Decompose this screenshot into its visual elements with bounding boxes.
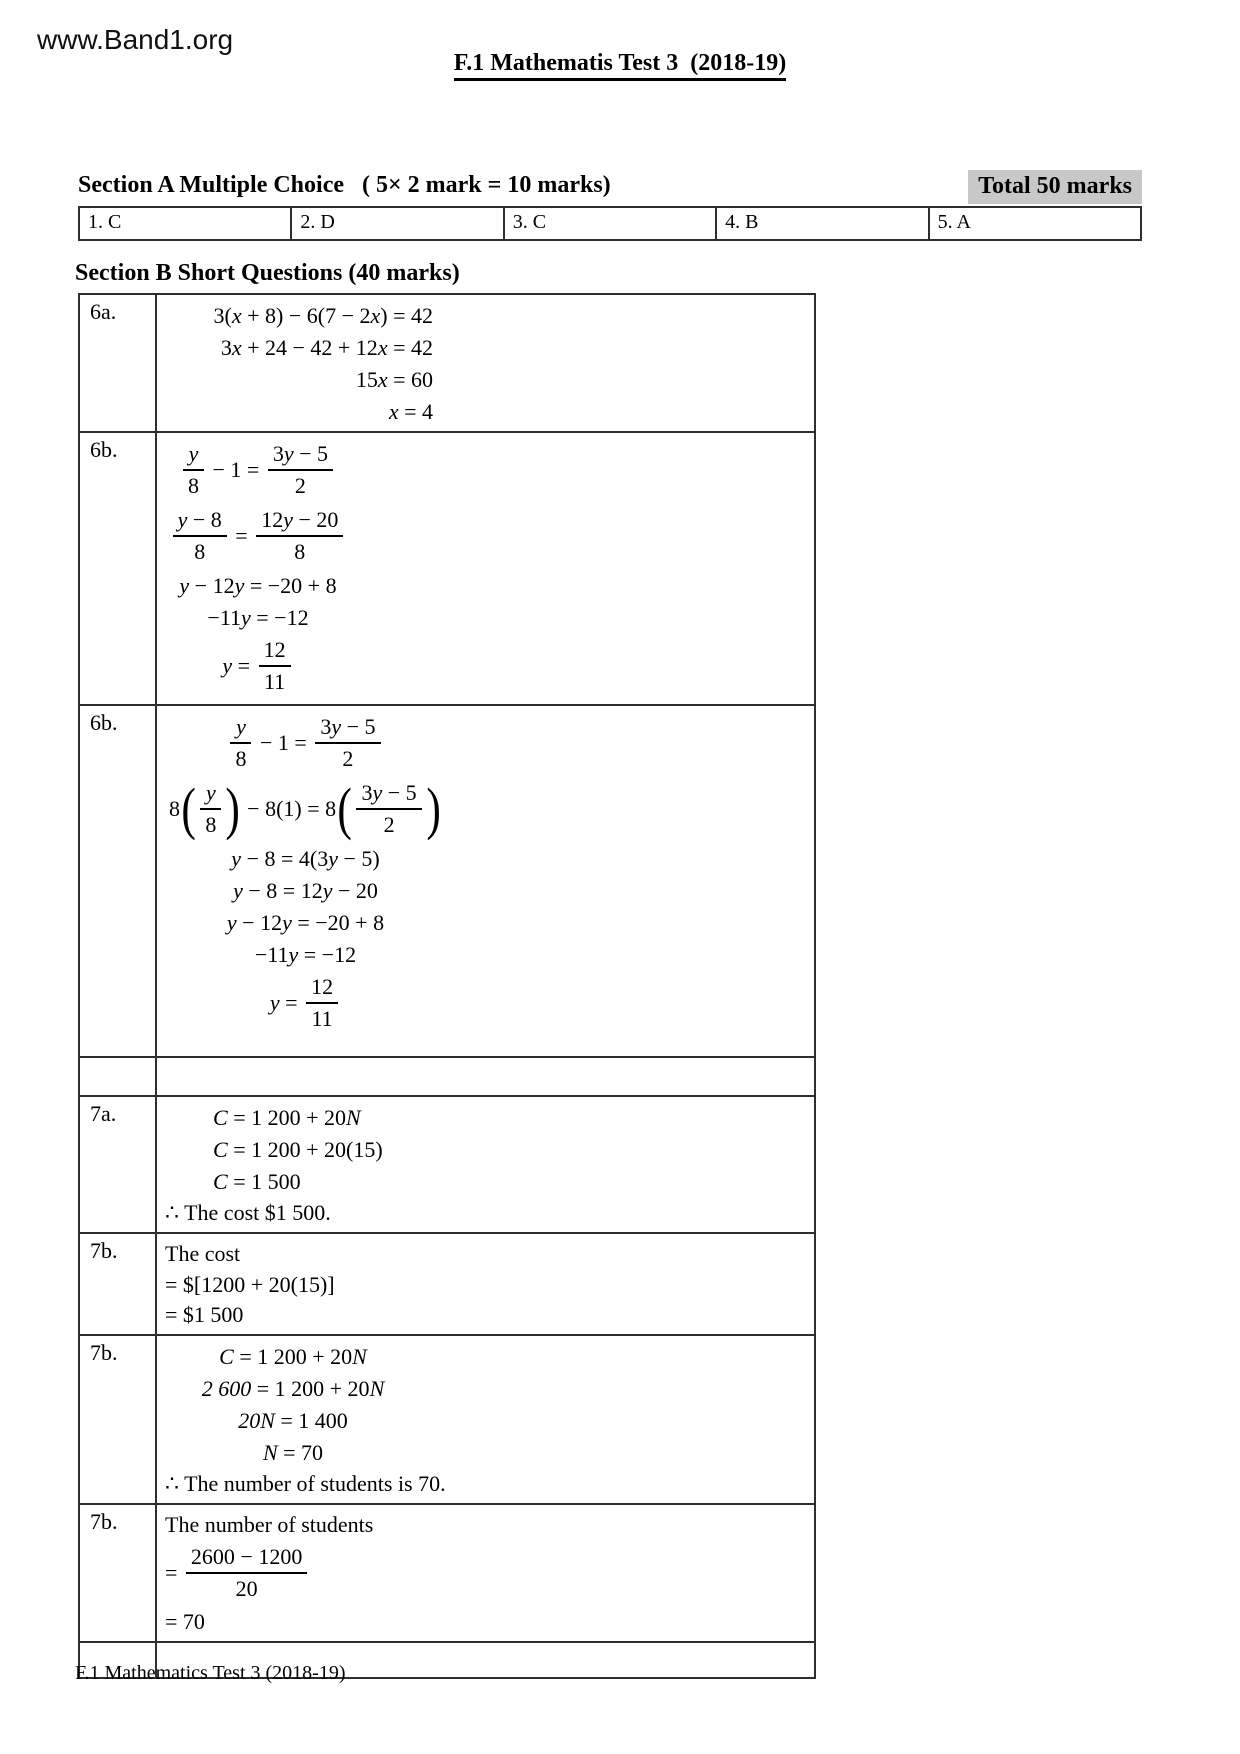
section-a-header [78,170,1142,204]
equation-line [163,776,448,842]
fraction-denominator: 11 [311,1005,333,1031]
math-text-italic: 2 600 [201,1376,252,1402]
equation-line [163,1436,423,1468]
question-label: 7b. [79,1335,156,1504]
question-label: 7b. [79,1233,156,1336]
math-text: − 1 = [206,456,265,482]
text-line [163,1197,808,1228]
equation-line [163,842,448,874]
table-row [79,1233,815,1336]
math-text-italic: 20N [238,1408,275,1434]
math-text: ∴ The number of students is 70. [165,1471,446,1497]
equation-line [163,503,353,569]
equation-line [163,1165,808,1197]
math-text: = [229,522,254,548]
text-line [163,1509,808,1540]
equation-line [163,970,448,1036]
answer-cell-3: 3. C [504,207,716,240]
section-a-heading: Section A Multiple Choice ( 5× 2 mark = 10 marks) [78,172,611,198]
fraction [256,506,343,566]
fraction-numerator: 12y − 20 [256,506,343,537]
working-cell [156,1335,815,1504]
question-label: 7b. [79,1504,156,1642]
title-row [0,50,1240,81]
fraction [230,713,251,773]
question-label: 6b. [79,705,156,1057]
math-text: = 1 400 [274,1408,348,1434]
math-text: C = 1 200 + 20N [219,1344,367,1370]
table-row [79,207,1141,240]
equation-line [163,874,448,906]
working-cell [156,1096,815,1233]
question-label: 6a. [79,294,156,432]
math-text: y = [222,652,256,678]
question-label: 7a. [79,1096,156,1233]
math-text: = [165,1560,183,1586]
fraction [356,779,421,839]
equation-line [163,363,433,395]
equation-line [163,710,448,776]
equation-line [163,633,353,699]
question-label [79,1057,156,1096]
math-text: −11y = −12 [254,941,357,967]
text-line [163,1238,808,1269]
text-line [163,1269,808,1300]
equation-line [163,1101,808,1133]
left-paren-icon: ( [337,775,353,841]
math-text: C = 1 200 + 20N [213,1104,361,1130]
math-text: 3(x + 8) − 6(7 − 2x) = 42 [213,302,433,328]
fraction [268,440,333,500]
math-text: −11y = −12 [207,604,309,630]
footer-text: F.1 Mathematics Test 3 (2018-19) [75,1662,346,1684]
fraction-denominator: 8 [187,472,199,498]
fraction-numerator: 12 [259,636,291,667]
working-cell [156,432,815,705]
equation-line [163,569,353,601]
answer-cell-4: 4. B [716,207,928,240]
math-text: 3x + 24 − 42 + 12x = 42 [220,334,433,360]
fraction-denominator: 11 [264,668,286,694]
fraction [200,779,221,839]
math-text: = 70 [165,1609,205,1635]
fraction-numerator: 3y − 5 [268,440,333,471]
math-text: = $[1200 + 20(15)] [165,1271,335,1297]
text-line [163,1606,808,1637]
left-paren-icon: ( [181,775,196,841]
question-label: 6b. [79,432,156,705]
working-cell [156,705,815,1057]
fraction-numerator: 3y − 5 [356,779,421,810]
answer-cell-5: 5. A [929,207,1141,240]
fraction [186,1543,307,1603]
fraction-denominator: 2 [294,472,306,498]
math-text: y − 8 = 12y − 20 [233,877,378,903]
section-b-tbody [79,294,815,1678]
table-row [79,1057,815,1096]
math-text: y − 12y = −20 + 8 [179,572,337,598]
working-cell [156,294,815,432]
answer-cell-1: 1. C [79,207,291,240]
equation-line [163,331,433,363]
math-text: The number of students [165,1512,374,1538]
math-text: 15x = 60 [355,366,433,392]
math-text: 8 [169,795,181,821]
fraction [183,440,204,500]
fraction [306,973,338,1033]
right-paren-icon: ) [426,775,441,841]
fraction-numerator: y [200,779,221,810]
fraction-denominator: 2 [383,811,395,837]
section-b-working-table [78,293,816,1679]
equation-line [163,299,433,331]
math-text: x = 4 [388,398,433,424]
working-cell [156,1233,815,1336]
math-text: The cost [165,1240,241,1266]
equation-line [163,1340,423,1372]
equation-line [163,938,448,970]
math-text: ∴ The cost $1 500. [165,1199,331,1225]
section-b-heading: Section B Short Questions (40 marks) [75,260,460,286]
math-text: = $1 500 [165,1302,244,1328]
table-row [79,1335,815,1504]
table-row [79,705,815,1057]
fraction-denominator: 2 [342,745,354,771]
math-text: N = 70 [262,1440,324,1466]
table-row [79,294,815,432]
fraction-denominator: 20 [235,1576,258,1602]
right-paren-icon: ) [225,775,241,841]
fraction-denominator: 8 [205,811,217,837]
fraction [173,506,227,566]
math-text: y = [269,989,304,1015]
fraction [315,713,380,773]
fraction-numerator: y [183,440,204,471]
fraction-denominator: 8 [294,538,306,564]
working-cell [156,1504,815,1642]
table-row [79,1504,815,1642]
fraction-denominator: 8 [194,538,206,564]
math-text: y − 8 = 4(3y − 5) [231,845,380,871]
table-row [79,1096,815,1233]
text-line [163,1540,808,1606]
math-text: y − 12y = −20 + 8 [226,909,385,935]
text-line [163,1468,808,1499]
equation-line [163,437,353,503]
math-text: = 1 200 + 20N [251,1376,385,1402]
equation-line [163,1133,808,1165]
working-cell [156,1057,815,1096]
fraction-numerator: y − 8 [173,506,227,537]
equation-line [163,1404,423,1436]
table-row [79,432,815,705]
page-title: F.1 Mathematis Test 3 (2018-19) [454,50,786,81]
math-text: − 1 = [254,729,313,755]
fraction-numerator: y [230,713,251,744]
equation-line [163,395,433,427]
site-url: www.Band1.org [37,24,234,55]
fraction-numerator: 12 [306,973,338,1004]
equation-line [163,1372,423,1404]
answer-cell-2: 2. D [291,207,503,240]
fraction-numerator: 2600 − 1200 [186,1543,307,1574]
math-text: C = 1 200 + 20(15) [213,1136,383,1162]
text-line [163,1300,808,1331]
section-a-answers-table [78,206,1142,241]
math-text: − 8(1) = 8 [241,795,337,821]
total-marks-badge: Total 50 marks [968,170,1142,204]
equation-line [163,601,353,633]
fraction [259,636,291,696]
fraction-denominator: 8 [235,745,247,771]
fraction-numerator: 3y − 5 [315,713,380,744]
math-text: C = 1 500 [213,1168,301,1194]
equation-line [163,906,448,938]
